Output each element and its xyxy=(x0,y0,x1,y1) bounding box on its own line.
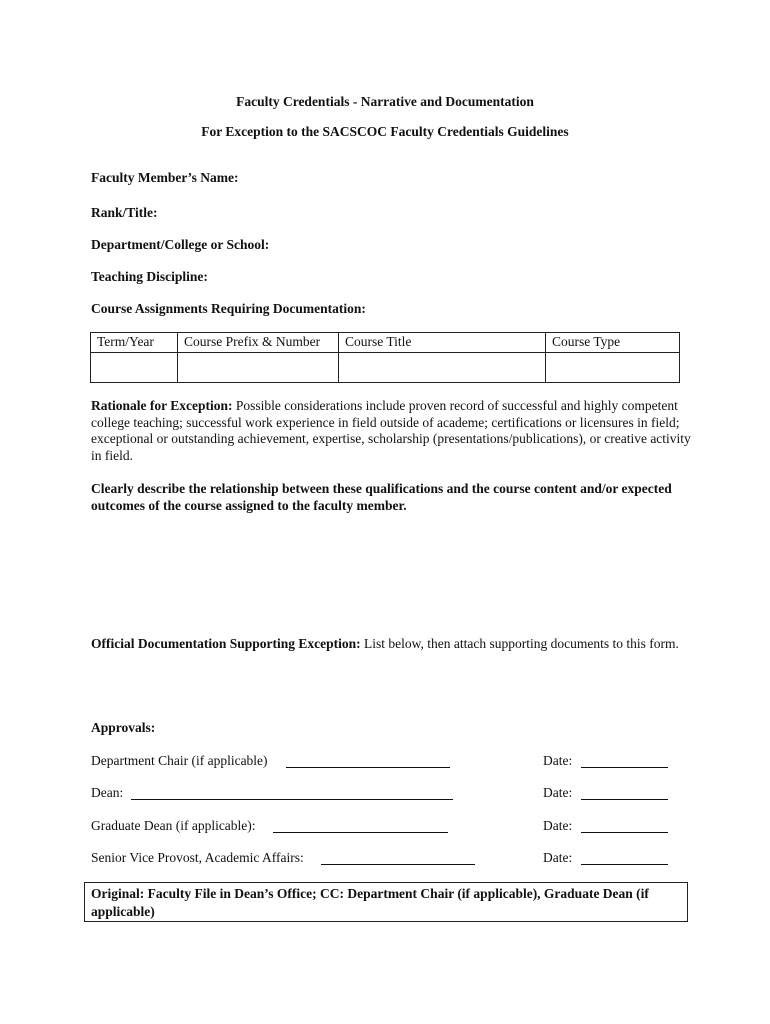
documentation-label: Official Documentation Supporting Exception: xyxy=(91,636,361,651)
approval-label-graduate-dean: Graduate Dean (if applicable): xyxy=(91,818,256,833)
distribution-footer: Original: Faculty File in Dean’s Office; CC: Department Chair (if applicable), Graduate Dean (if applicable) xyxy=(84,882,688,922)
page-title: Faculty Credentials - Narrative and Documentation xyxy=(236,94,534,109)
senior-vice-provost-date-line[interactable] xyxy=(581,864,668,865)
describe-instruction: Clearly describe the relationship between these qualifications and the course content and/or expected outcomes of the course assigned to the faculty member. xyxy=(91,481,672,513)
column-header-term-year: Term/Year xyxy=(91,333,178,353)
approval-label-dean: Dean: xyxy=(91,785,124,800)
documentation-text: List below, then attach supporting documents to this form. xyxy=(360,636,679,651)
approval-date-label: Date: xyxy=(543,785,573,800)
teaching-discipline-label: Teaching Discipline: xyxy=(91,269,208,284)
dean-signature-line[interactable] xyxy=(131,799,453,800)
column-header-course-title: Course Title xyxy=(339,333,546,353)
rationale-label: Rationale for Exception: xyxy=(91,398,233,413)
course-title-cell[interactable] xyxy=(339,353,546,383)
graduate-dean-signature-line[interactable] xyxy=(273,832,448,833)
approvals-heading: Approvals: xyxy=(91,720,156,735)
table-row xyxy=(91,353,680,383)
documentation-paragraph xyxy=(91,634,691,654)
rationale-text: Possible considerations include proven record of successful and highly competent college teaching; successful work experience in field outside of academe; certifications or licensures in field; exceptional or outstanding achievement, expertise, scholarship (presentations/publications), or creative activity in field. xyxy=(91,398,691,463)
course-prefix-cell[interactable] xyxy=(178,353,339,383)
approval-date-label: Date: xyxy=(543,850,573,865)
senior-vice-provost-signature-line[interactable] xyxy=(321,864,475,865)
department-chair-date-line[interactable] xyxy=(581,767,668,768)
course-assignments-table xyxy=(90,332,680,383)
rationale-paragraph xyxy=(91,398,691,464)
faculty-name-label: Faculty Member’s Name: xyxy=(91,170,239,185)
approval-date-label: Date: xyxy=(543,753,573,768)
department-label: Department/College or School: xyxy=(91,237,270,252)
approval-date-label: Date: xyxy=(543,818,573,833)
page-subtitle: For Exception to the SACSCOC Faculty Credentials Guidelines xyxy=(201,124,569,139)
term-year-cell[interactable] xyxy=(91,353,178,383)
column-header-course-type: Course Type xyxy=(546,333,680,353)
table-header-row xyxy=(91,333,680,353)
department-chair-signature-line[interactable] xyxy=(286,767,450,768)
rank-title-label: Rank/Title: xyxy=(91,205,158,220)
graduate-dean-date-line[interactable] xyxy=(581,832,668,833)
course-assignments-heading: Course Assignments Requiring Documentation: xyxy=(91,301,366,316)
course-type-cell[interactable] xyxy=(546,353,680,383)
column-header-course-prefix: Course Prefix & Number xyxy=(178,333,339,353)
approval-label-department-chair: Department Chair (if applicable) xyxy=(91,753,268,768)
dean-date-line[interactable] xyxy=(581,799,668,800)
approval-label-senior-vice-provost: Senior Vice Provost, Academic Affairs: xyxy=(91,850,304,865)
